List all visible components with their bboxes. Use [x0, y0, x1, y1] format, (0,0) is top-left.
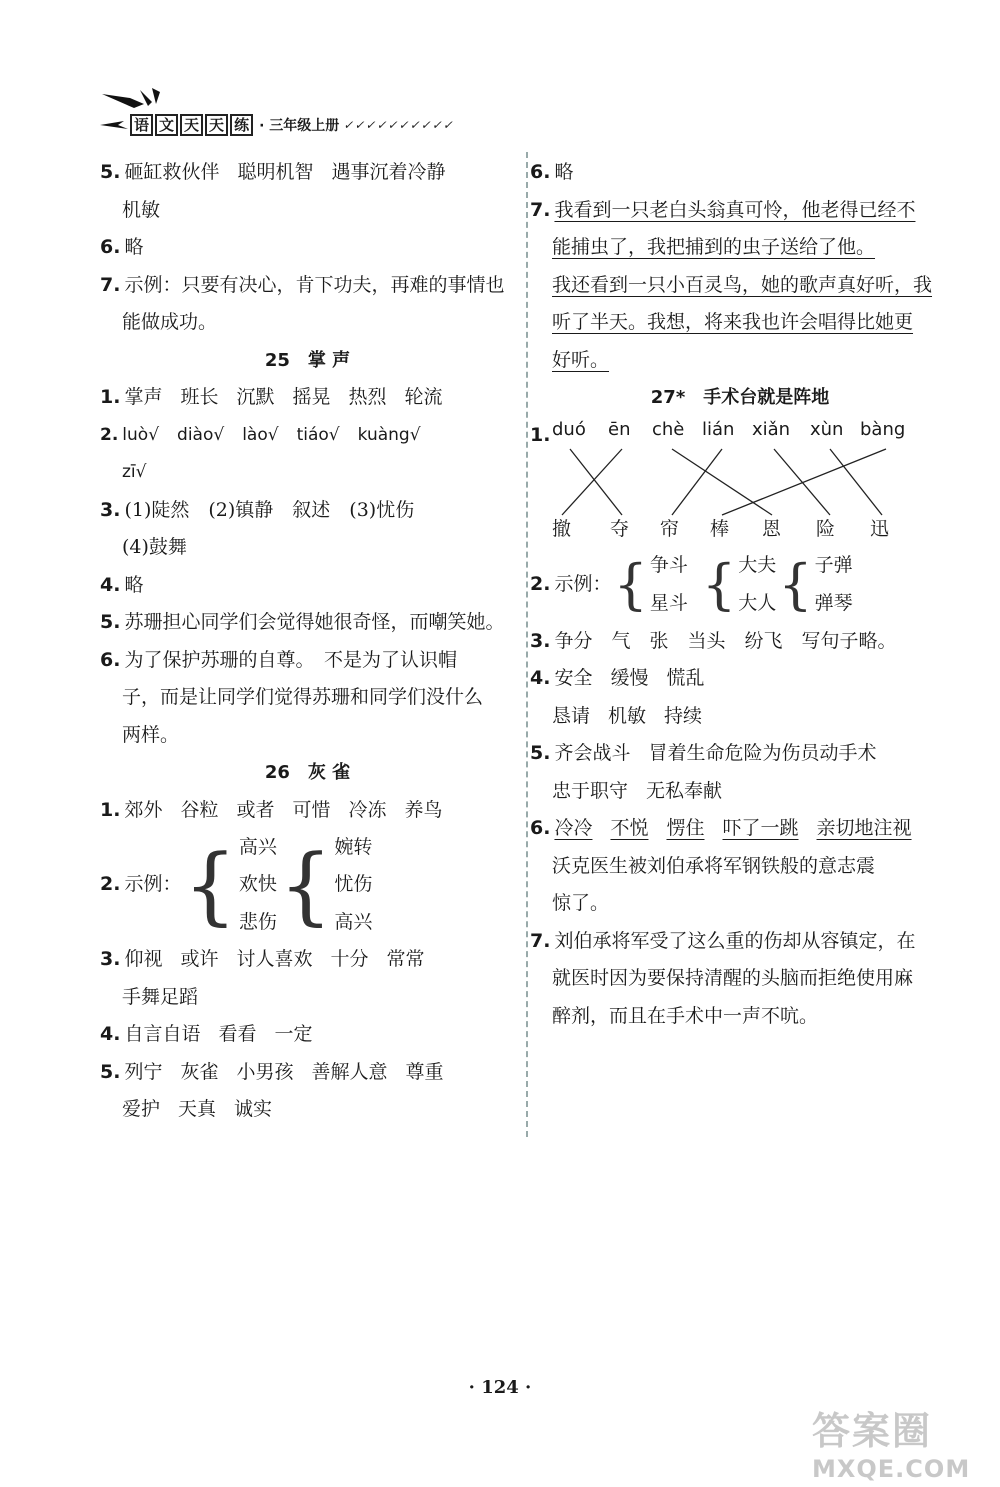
- answer-text: 大人: [738, 591, 777, 614]
- answer-text: 缓慢: [610, 667, 649, 689]
- answer-text: 醉剂，而且在手术中一声不吭。: [552, 1004, 819, 1027]
- question-number: 5.: [100, 611, 121, 633]
- answer-text: 冷冻: [348, 798, 387, 821]
- answer-text: 略: [554, 161, 574, 183]
- answer-text: 掌声: [124, 386, 163, 408]
- answer-label: 示例：: [554, 572, 612, 595]
- question-number: 5.: [100, 1060, 121, 1083]
- section-heading: [100, 342, 515, 380]
- answer-item: [100, 154, 515, 192]
- answer-text: 争斗: [649, 554, 688, 576]
- word-stack: [334, 829, 372, 942]
- answer-line: [530, 267, 950, 305]
- title-char: 练: [230, 114, 253, 136]
- title-char: 文: [155, 114, 178, 136]
- answer-text: 高兴: [334, 910, 373, 933]
- answer-text: 就医时因为要保持清醒的头脑而拒绝使用麻: [552, 967, 914, 989]
- char-text: 迅: [870, 517, 890, 540]
- answer-item: [100, 229, 515, 267]
- question-number: 2.: [100, 873, 121, 896]
- section-number: 27*: [650, 387, 686, 408]
- answer-text: 略: [124, 236, 144, 258]
- answer-text: 子弹: [814, 554, 853, 576]
- answer-text: 安全: [554, 667, 593, 689]
- answer-text: 愣住: [666, 817, 705, 839]
- brace-glyph: {: [613, 552, 648, 616]
- answer-text: 一定: [274, 1023, 313, 1045]
- answer-text: 持续: [664, 704, 703, 727]
- answer-text: 高兴: [238, 835, 277, 858]
- answer-item: [100, 792, 515, 830]
- answer-text: 小男孩: [236, 1060, 294, 1083]
- section-title: 掌 声: [307, 349, 351, 371]
- pinyin-text: luò√: [122, 424, 160, 445]
- answer-text: 欢快: [238, 873, 277, 896]
- answer-text: 自言自语: [124, 1023, 201, 1045]
- answer-text: 略: [124, 573, 144, 596]
- answer-text: 谷粒: [180, 798, 219, 821]
- answer-text: 沃克医生被刘伯承将军钢铁般的意志震: [552, 854, 876, 877]
- pinyin-text: kuàng√: [357, 424, 421, 445]
- question-number: 6.: [530, 161, 551, 183]
- answer-text: 或许: [180, 948, 219, 970]
- answer-text: 示例：只要有决心，肯下功夫，再难的事情也: [124, 273, 505, 296]
- brace-glyph: {: [183, 836, 237, 934]
- answer-text: 冷冷: [554, 817, 593, 839]
- answer-text: 忧伤: [334, 873, 373, 896]
- answer-text: 悲伤: [238, 910, 277, 933]
- watermark-text: 答案圈: [812, 1409, 933, 1453]
- answer-item: [530, 154, 950, 192]
- title-char: 天: [205, 114, 228, 136]
- brace-glyph: {: [701, 552, 737, 616]
- answer-item: [530, 810, 950, 848]
- char-text: 夺: [610, 517, 630, 540]
- answer-item: [530, 698, 950, 736]
- answer-text: 听了半天。我想，将来我也许会唱得比她更: [552, 311, 914, 333]
- pinyin-text: zī√: [122, 462, 147, 482]
- answer-text: 诚实: [234, 1098, 273, 1120]
- answer-text: 为了保护苏珊的自尊。 不是为了认识帽: [124, 648, 457, 671]
- question-number: 5.: [100, 161, 121, 183]
- answer-text: 郊外: [124, 798, 163, 821]
- title-char: 天: [180, 114, 203, 136]
- section-title: 手术台就是阵地: [703, 387, 830, 408]
- answer-text: 尊重: [405, 1060, 444, 1083]
- section-number: 26: [264, 762, 290, 783]
- answer-text: 能做成功。: [122, 311, 218, 333]
- brace-glyph: {: [778, 552, 813, 616]
- answer-text: 可惜: [292, 798, 331, 821]
- answer-text: 沉默: [236, 386, 275, 408]
- answer-text: 遇事沉着冷静: [331, 161, 446, 183]
- section-number: 25: [264, 349, 290, 371]
- answer-text: 大夫: [738, 554, 777, 576]
- answer-text: 弹琴: [814, 591, 853, 614]
- question-number: 1.: [100, 386, 121, 408]
- answer-item: [530, 735, 950, 773]
- answer-text: 两样。: [122, 723, 180, 746]
- pinyin-text: xùn: [810, 418, 844, 440]
- pinyin-text: diào√: [177, 424, 225, 445]
- pinyin-text: lián: [702, 418, 735, 440]
- question-number: 1.: [530, 423, 551, 446]
- answer-item: [100, 417, 515, 455]
- answer-text: 聪明机智: [237, 161, 314, 183]
- answer-text: 我看到一只老白头翁真可怜，他老得已经不: [554, 198, 916, 221]
- word-stack: [815, 547, 853, 622]
- answer-item: [530, 923, 950, 961]
- char-text: 恩: [762, 517, 782, 540]
- char-text: 险: [816, 517, 836, 540]
- word-stack: [738, 547, 776, 622]
- question-number: 6.: [100, 648, 121, 671]
- watermark-text: MXQE.COM: [812, 1455, 971, 1483]
- answer-text: 机敏: [608, 704, 647, 727]
- answer-text: 刘伯承将军受了这么重的伤却从容镇定，在: [554, 929, 916, 952]
- question-number: 2.: [530, 572, 551, 595]
- answer-item: [100, 1091, 515, 1129]
- left-column: [100, 154, 515, 1129]
- answer-text: 慌乱: [666, 667, 705, 689]
- answer-text: 班长: [180, 386, 219, 408]
- answer-text: 不悦: [610, 817, 649, 839]
- pinyin-text: ēn: [608, 418, 631, 440]
- answer-item: [100, 1016, 515, 1054]
- answer-text: 看看: [218, 1023, 257, 1045]
- question-number: 4.: [100, 1023, 121, 1045]
- answer-text: 齐会战斗: [554, 742, 631, 764]
- answer-text: 好听。: [552, 348, 610, 371]
- brace-glyph: {: [278, 836, 333, 934]
- answer-text: 仰视: [124, 948, 163, 970]
- char-text: 撤: [552, 517, 572, 540]
- answer-text: 砸缸救伙伴: [124, 161, 220, 183]
- answer-text: 吓了一跳: [722, 817, 799, 839]
- question-number: 1.: [100, 798, 121, 821]
- answer-line: [530, 342, 950, 380]
- page-number: · 124 ·: [468, 1377, 532, 1398]
- char-text: 帘: [660, 517, 680, 540]
- answer-text: 争分 气 张 当头 纷飞 写句子略。: [554, 629, 897, 652]
- column-divider: [526, 152, 528, 1137]
- question-number: 7.: [530, 198, 551, 221]
- book-title: [100, 114, 454, 136]
- answer-text: 我还看到一只小百灵鸟，她的歌声真好听，我: [552, 273, 933, 296]
- answer-text: (1)陡然 (2)镇静 叙述 (3)忧伤: [124, 498, 415, 521]
- answer-item: [100, 1054, 515, 1092]
- question-number: 3.: [100, 948, 121, 970]
- section-heading: [100, 754, 515, 792]
- answer-text: 十分: [330, 948, 369, 970]
- question-number: 4.: [530, 667, 551, 689]
- matching-exercise: [530, 417, 950, 547]
- answer-item: [100, 379, 515, 417]
- swallow-icon: [100, 119, 130, 131]
- answer-line: [530, 304, 950, 342]
- answer-item: [100, 267, 515, 305]
- question-number: 5.: [530, 742, 551, 764]
- right-column: [530, 154, 950, 1035]
- watermark-logo: [812, 1400, 992, 1483]
- answer-item: [100, 567, 515, 605]
- pinyin-text: tiáo√: [296, 424, 340, 445]
- word-stack: [650, 547, 688, 622]
- answer-text: 机敏: [122, 198, 161, 221]
- question-number: 6.: [530, 817, 551, 839]
- question-number: 2.: [100, 424, 119, 445]
- answer-item: [100, 604, 515, 642]
- answer-text: 热烈: [348, 386, 387, 408]
- answer-item: [100, 941, 515, 979]
- answer-text: 能捕虫了，我把捕到的虫子送给了他。: [552, 236, 876, 258]
- answer-text: 善解人意: [311, 1060, 388, 1083]
- answer-text: 列宁: [124, 1060, 163, 1083]
- answer-item: [100, 492, 515, 530]
- pinyin-text: xiǎn: [752, 418, 791, 440]
- book-subtitle: · 三年级上册: [259, 118, 340, 134]
- decorative-swash: ✓✓✓✓✓✓✓✓✓✓: [343, 118, 454, 132]
- answer-line: [530, 229, 950, 267]
- answer-item: [100, 829, 515, 941]
- pinyin-text: chè: [652, 418, 685, 440]
- question-number: 4.: [100, 573, 121, 596]
- answer-item: [100, 642, 515, 680]
- answer-text: 手舞足蹈: [122, 985, 199, 1008]
- answer-text: 子，而是让同学们觉得苏珊和同学们没什么: [122, 686, 484, 708]
- answer-item: [530, 773, 950, 811]
- answer-text: 讨人喜欢: [236, 948, 313, 970]
- question-number: 3.: [100, 498, 121, 521]
- answer-text: 冒着生命危险为伤员动手术: [648, 742, 877, 764]
- book-header: [100, 86, 520, 146]
- question-number: 6.: [100, 236, 121, 258]
- title-char: 语: [130, 114, 153, 136]
- answer-text: 常常: [386, 948, 425, 970]
- section-title: 灰 雀: [307, 762, 351, 783]
- answer-text: 无私奉献: [646, 779, 723, 802]
- pinyin-text: bàng: [860, 418, 906, 440]
- word-stack: [239, 829, 277, 942]
- answer-text: 轮流: [404, 386, 443, 408]
- answer-item: [530, 192, 950, 230]
- answer-item: [530, 623, 950, 661]
- answer-item: [530, 547, 950, 623]
- answer-text: 忠于职守: [552, 779, 629, 802]
- answer-text: 星斗: [649, 591, 688, 614]
- answer-text: (4)鼓舞: [122, 536, 187, 558]
- answer-text: 或者: [236, 798, 275, 821]
- answer-item: [530, 660, 950, 698]
- pinyin-text: duó: [552, 418, 586, 440]
- question-number: 7.: [100, 273, 121, 296]
- pinyin-text: lào√: [242, 424, 279, 445]
- question-number: 7.: [530, 929, 551, 952]
- answer-text: 惊了。: [552, 892, 610, 914]
- answer-label: 示例：: [124, 873, 182, 896]
- question-number: 3.: [530, 629, 551, 652]
- answer-text: 天真: [178, 1098, 217, 1120]
- char-text: 棒: [710, 517, 730, 540]
- answer-text: 爱护: [122, 1098, 161, 1120]
- answer-text: 亲切地注视: [816, 817, 912, 839]
- answer-text: 养鸟: [404, 798, 443, 821]
- answer-text: 灰雀: [180, 1060, 219, 1083]
- answer-text: 恳请: [552, 704, 591, 727]
- answer-text: 摇晃: [292, 386, 331, 408]
- answer-text: 苏珊担心同学们会觉得她很奇怪，而嘲笑她。: [124, 611, 505, 633]
- answer-text: 婉转: [334, 835, 373, 858]
